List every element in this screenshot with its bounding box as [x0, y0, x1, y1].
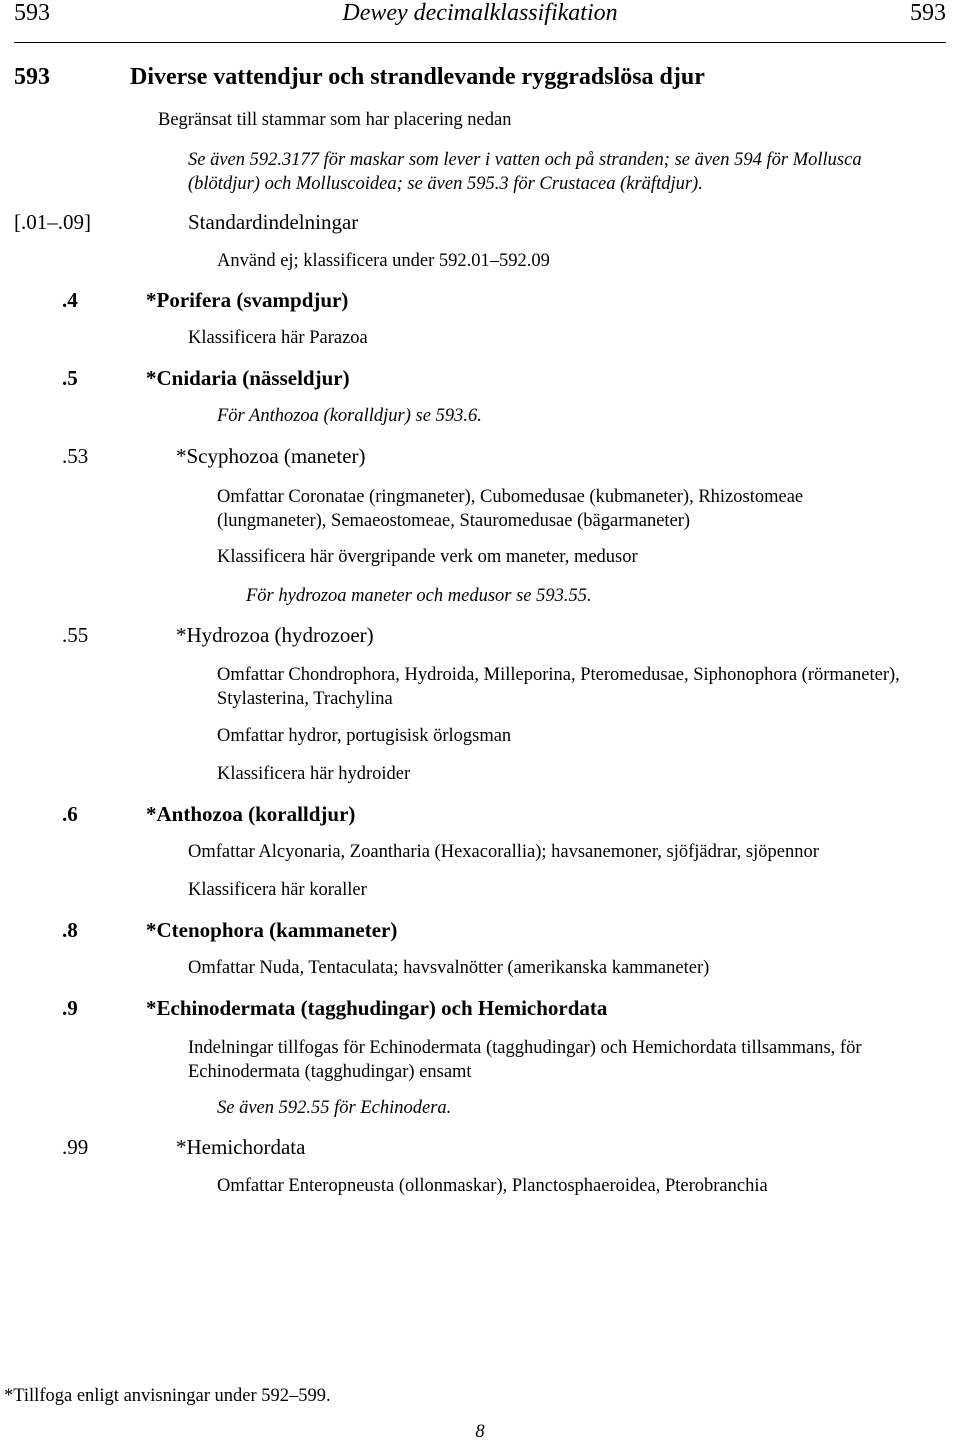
class-here-note: Klassificera här övergripande verk om maneter, medusor	[217, 547, 638, 567]
header-title: Dewey decimalklassifikation	[342, 0, 618, 26]
including-note: Omfattar hydror, portugisisk örlogsman	[217, 726, 512, 746]
add-note: Indelningar tillfogas för Echinodermata (tagghudingar) och Hemichordata tillsammans, för Echinodermata (tagghudingar) ensamt	[188, 1038, 862, 1082]
entry-title: *Hemichordata	[176, 1135, 306, 1159]
header-rule	[14, 42, 946, 43]
entry-number: [.01–.09]	[14, 210, 91, 234]
entry-number: .4	[62, 288, 78, 312]
header-right-number: 593	[910, 0, 946, 26]
entry-title: *Hydrozoa (hydrozoer)	[176, 623, 374, 647]
see-reference-note: För Anthozoa (koralldjur) se 593.6.	[217, 406, 482, 426]
entry-number: .9	[62, 996, 78, 1020]
including-note: Omfattar Enteropneusta (ollonmaskar), Planctosphaeroidea, Pterobranchia	[217, 1176, 768, 1196]
class-here-note: Klassificera här hydroider	[217, 764, 411, 784]
entry-number: .53	[62, 444, 89, 468]
entry-title: *Anthozoa (koralldjur)	[146, 802, 356, 826]
entry-title: *Cnidaria (nässeldjur)	[146, 366, 350, 390]
entry-number: .5	[62, 366, 78, 390]
entry-number: .99	[62, 1135, 89, 1159]
entry-number: .55	[62, 623, 89, 647]
class-here-note: Klassificera här Parazoa	[188, 328, 368, 348]
entry-title: *Scyphozoa (maneter)	[176, 444, 366, 468]
see-also-note: Se även 592.3177 för maskar som lever i vatten och på stranden; se även 594 för Mollusca (blötdjur) och Molluscoidea; se även 595.3 för Crustacea (kräftdjur).	[188, 150, 862, 194]
entry-title: *Porifera (svampdjur)	[146, 288, 349, 312]
see-also-note: Se även 592.55 för Echinodera.	[217, 1098, 452, 1118]
entry-number: 593	[14, 64, 50, 90]
footnote: *Tillfoga enligt anvisningar under 592–599.	[4, 1386, 331, 1406]
entry-number: .6	[62, 802, 78, 826]
including-note: Omfattar Alcyonaria, Zoantharia (Hexacorallia); havsanemoner, sjöfjädrar, sjöpennor	[188, 842, 819, 862]
entry-title: Diverse vattendjur och strandlevande ryggradslösa djur	[130, 64, 705, 90]
see-reference-note: För hydrozoa maneter och medusor se 593.55.	[246, 586, 592, 606]
entry-title: Standardindelningar	[188, 210, 359, 234]
scope-note: Begränsat till stammar som har placering nedan	[158, 110, 512, 130]
class-here-note: Klassificera här koraller	[188, 880, 367, 900]
page-number: 8	[475, 1422, 485, 1442]
do-not-use-note: Använd ej; klassificera under 592.01–592.09	[217, 251, 550, 271]
including-note: Omfattar Nuda, Tentaculata; havsvalnötter (amerikanska kammaneter)	[188, 958, 710, 978]
entry-number: .8	[62, 918, 78, 942]
including-note: Omfattar Chondrophora, Hydroida, Milleporina, Pteromedusae, Siphonophora (rörmaneter), Stylasterina, Trachylina	[217, 665, 900, 709]
entry-title: *Echinodermata (tagghudingar) och Hemichordata	[146, 996, 608, 1020]
entry-title: *Ctenophora (kammaneter)	[146, 918, 398, 942]
header-left-number: 593	[14, 0, 50, 26]
including-note: Omfattar Coronatae (ringmaneter), Cubomedusae (kubmaneter), Rhizostomeae (lungmaneter), Semaeostomeae, Stauromedusae (bägarmaneter)	[217, 487, 804, 531]
